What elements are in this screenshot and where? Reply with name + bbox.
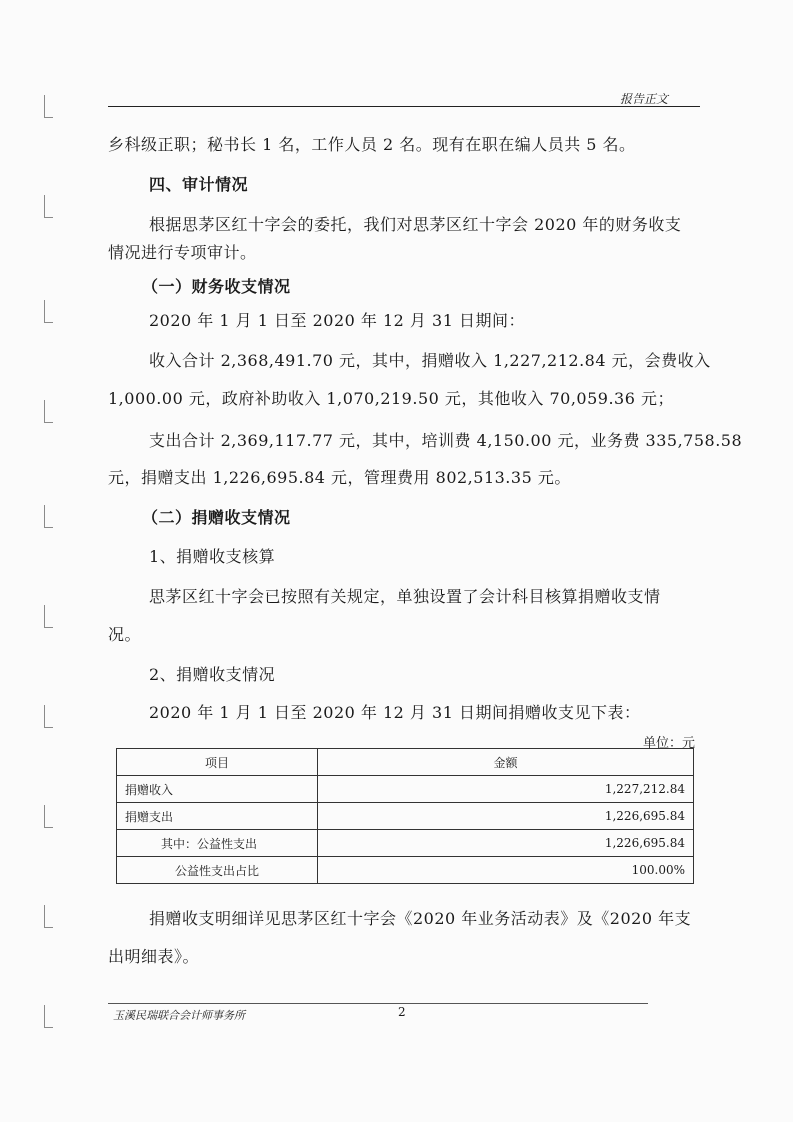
binding-mark [44,905,53,928]
table-cell-item: 其中：公益性支出 [117,830,318,857]
table-row [117,803,694,830]
body-line: 情况进行专项审计。 [108,243,257,262]
table-header-row [117,749,694,776]
footer-firm-name: 玉溪民瑞联合会计师事务所 [113,1009,245,1022]
binding-mark [44,1005,53,1028]
body-line: 2020 年 1 月 1 日至 2020 年 12 月 31 日期间： [149,311,525,330]
binding-mark [44,705,53,728]
body-line: 捐赠收支明细详见思茅区红十字会《2020 年业务活动表》及《2020 年支 [149,909,692,928]
body-line: 支出合计 2,369,117.77 元，其中，培训费 4,150.00 元，业务费 335,758.58 [149,431,743,450]
table-cell-item: 公益性支出占比 [117,857,318,884]
binding-mark [44,300,53,323]
table-row [117,776,694,803]
table-cell-amount: 1,227,212.84 [318,776,694,803]
body-line: 出明细表》。 [108,947,200,966]
body-line: 思茅区红十字会已按照有关规定，单独设置了会计科目核算捐赠收支情 [149,587,661,606]
table-cell-amount: 1,226,695.84 [318,803,694,830]
page-number: 2 [398,1005,406,1019]
binding-mark [44,95,53,118]
binding-mark [44,505,53,528]
body-line: 况。 [108,625,142,644]
binding-mark [44,805,53,828]
table-header-amount: 金额 [318,749,694,776]
binding-mark [44,400,53,423]
body-line: 2020 年 1 月 1 日至 2020 年 12 月 31 日期间捐赠收支见下表： [149,703,641,722]
header-label: 报告正文 [620,92,669,106]
header-rule [108,106,700,107]
body-line: 根据思茅区红十字会的委托，我们对思茅区红十字会 2020 年的财务收支 [149,215,682,234]
table-cell-amount: 100.00% [318,857,694,884]
subsection-title: （一）财务收支情况 [142,277,291,296]
body-line: 收入合计 2,368,491.70 元，其中，捐赠收入 1,227,212.84 元，会费收入 [149,351,711,370]
section-title: 四、审计情况 [149,175,249,194]
table-row [117,830,694,857]
table-cell-item: 捐赠收入 [117,776,318,803]
binding-mark [44,605,53,628]
table-cell-item: 捐赠支出 [117,803,318,830]
body-line: 1,000.00 元，政府补助收入 1,070,219.50 元，其他收入 70,059.36 元； [108,389,674,408]
table-row [117,857,694,884]
table-cell-amount: 1,226,695.84 [318,830,694,857]
table-header-item: 项目 [117,749,318,776]
body-line: 元，捐赠支出 1,226,695.84 元，管理费用 802,513.35 元。 [108,468,571,487]
donation-table [116,748,694,884]
binding-mark [44,195,53,218]
subsection-title: （二）捐赠收支情况 [142,508,291,527]
footer-rule [108,1003,648,1004]
table-unit: 单位：元 [643,736,696,751]
item-title: 1、捐赠收支核算 [149,547,276,566]
body-line: 乡科级正职；秘书长 1 名，工作人员 2 名。现有在职在编人员共 5 名。 [108,135,636,154]
item-title: 2、捐赠收支情况 [149,665,276,684]
